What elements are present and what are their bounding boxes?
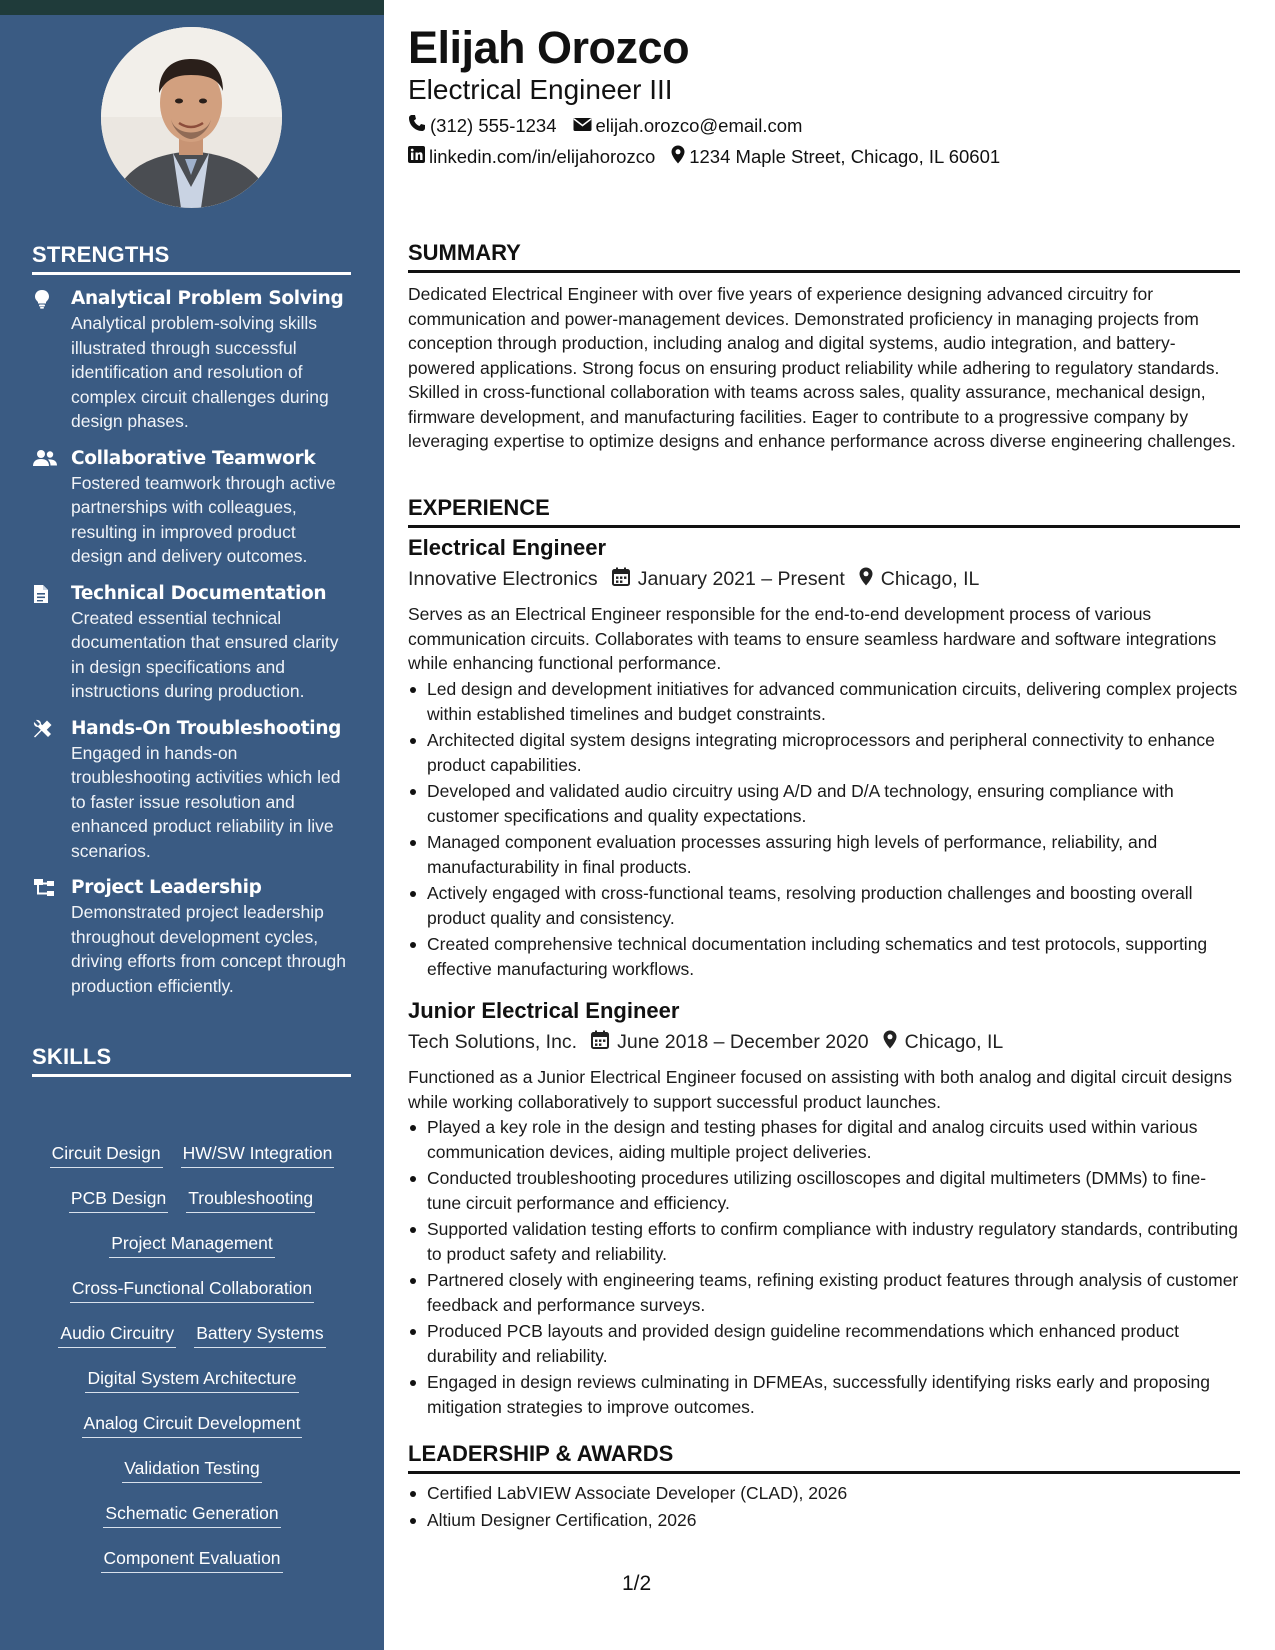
strength-description: Engaged in hands-on troubleshooting activities which led to faster issue resolution and enhanced product reliability in live scenarios. xyxy=(71,742,341,861)
skill-row xyxy=(32,1321,352,1366)
strength-title: Technical Documentation xyxy=(71,582,327,604)
users-icon xyxy=(33,449,55,469)
skill-row xyxy=(32,1141,352,1186)
phone-number: (312) 555-1234 xyxy=(430,114,557,136)
strength-title: Collaborative Teamwork xyxy=(71,447,316,469)
bullet-item: Led design and development initiatives for advanced communication circuits, delivering complex projects within established timelines and budget constraints. xyxy=(408,677,1240,726)
document-icon xyxy=(33,584,55,604)
bullet-item: Created comprehensive technical documentation including schematics and test protocols, supporting effective manufacturing workflows. xyxy=(408,932,1240,981)
email-contact[interactable] xyxy=(573,115,803,137)
strength-item xyxy=(32,582,352,704)
skill-tag: Battery Systems xyxy=(194,1321,325,1348)
skill-row xyxy=(32,1411,352,1456)
job-bullets xyxy=(408,1115,1240,1421)
job-description: Serves as an Electrical Engineer responsible for the end-to-end development process of various communication circuits. Collaborates with teams to ensure seamless hardware and software integrations while enhancing functional performance. xyxy=(408,604,1217,673)
strength-title: Hands-On Troubleshooting xyxy=(71,717,342,739)
page-number: 1/2 xyxy=(622,1572,652,1595)
linkedin-url[interactable]: linkedin.com/in/elijahorozco xyxy=(429,146,656,167)
skill-row xyxy=(32,1456,352,1501)
bullet-item: Partnered closely with engineering teams, refining existing product features through analysis of customer feedback and performance surveys. xyxy=(408,1268,1240,1317)
job-title: Electrical Engineer xyxy=(408,535,607,560)
job-meta xyxy=(408,1030,1017,1055)
award-item: Certified LabVIEW Associate Developer (CLAD), 2026 xyxy=(408,1481,1240,1506)
skill-tag: Audio Circuitry xyxy=(58,1321,176,1348)
company-name: Tech Solutions, Inc. xyxy=(408,1031,578,1053)
job-bullets xyxy=(408,677,1240,983)
skill-tag: Component Evaluation xyxy=(101,1546,282,1573)
strength-item xyxy=(32,876,352,998)
hierarchy-icon xyxy=(33,878,55,898)
job-title: Junior Electrical Engineer xyxy=(408,998,680,1023)
awards-list xyxy=(408,1481,1240,1534)
linkedin-contact[interactable] xyxy=(408,146,655,168)
email-icon xyxy=(573,115,596,137)
calendar-icon xyxy=(591,1030,617,1055)
skill-row xyxy=(32,1186,352,1231)
sidebar xyxy=(0,15,384,1650)
skill-tag: Cross-Functional Collaboration xyxy=(70,1276,314,1303)
strength-description: Demonstrated project leadership throughout development cycles, driving efforts from concept through production efficiently. xyxy=(71,902,346,996)
strength-item xyxy=(32,717,352,864)
location-text: Chicago, IL xyxy=(880,568,980,590)
linkedin-icon xyxy=(408,146,429,168)
job-dates xyxy=(591,1030,869,1055)
skill-row xyxy=(32,1231,352,1276)
awards-heading: LEADERSHIP & AWARDS xyxy=(408,1441,1240,1474)
summary-text: Dedicated Electrical Engineer with over five years of experience designing advanced circuitry for communication and power-management devices. Demonstrated proficiency in managing projects from conception through production, including analog and digital systems, audio integration, and battery-powered applications. Strong focus on ensuring product reliability while adhering to regulatory standards. Skilled in cross-functional collaboration with teams across sales, quality assurance, mechanical design, firmware development, and manufacturing facilities. Eager to contribute to a progressive company by leveraging expertise to optimize designs and enhance performance across diverse engineering challenges. xyxy=(408,284,1236,451)
company-name: Innovative Electronics xyxy=(408,568,598,590)
skill-row xyxy=(32,1501,352,1546)
location-text: Chicago, IL xyxy=(904,1031,1004,1053)
skills-list xyxy=(32,1141,352,1591)
skill-tag: HW/SW Integration xyxy=(181,1141,335,1168)
strength-title: Analytical Problem Solving xyxy=(71,288,344,309)
location-pin-icon xyxy=(883,1030,905,1055)
job-location xyxy=(883,1030,1004,1055)
phone-contact xyxy=(408,114,557,137)
award-item: Altium Designer Certification, 2026 xyxy=(408,1508,1240,1533)
strength-description: Created essential technical documentation that ensured clarity in design specifications and instructions during production. xyxy=(71,607,339,701)
strength-description: Fostered teamwork through active partnerships with colleagues, resulting in improved product design and delivery outcomes. xyxy=(71,472,336,566)
dates-text: January 2021 – Present xyxy=(637,568,845,590)
bullet-item: Managed component evaluation processes assuring high levels of performance, reliability, and manufacturability in final products. xyxy=(408,830,1240,879)
profile-photo xyxy=(101,27,282,208)
job-location xyxy=(859,567,980,592)
skill-row xyxy=(32,1366,352,1411)
email-address[interactable]: elijah.orozco@email.com xyxy=(595,114,803,136)
job-meta xyxy=(408,567,993,592)
summary-heading: SUMMARY xyxy=(408,240,1240,273)
skill-tag: PCB Design xyxy=(69,1186,168,1213)
bullet-item: Produced PCB layouts and provided design guideline recommendations which enhanced product durability and reliability. xyxy=(408,1319,1240,1368)
calendar-icon xyxy=(612,567,638,592)
candidate-title: Electrical Engineer III xyxy=(408,74,673,105)
skills-heading: SKILLS xyxy=(32,1044,351,1077)
street-address: 1234 Maple Street, Chicago, IL 60601 xyxy=(689,146,1001,167)
bullet-item: Engaged in design reviews culminating in DFMEAs, successfully identifying risks early and proposing mitigation strategies to improve outcomes. xyxy=(408,1370,1240,1419)
lightbulb-icon xyxy=(33,289,55,309)
location-pin-icon xyxy=(859,567,881,592)
phone-icon xyxy=(408,114,430,137)
bullet-item: Architected digital system designs integrating microprocessors and peripheral connectivity to enhance product capabilities. xyxy=(408,728,1240,777)
skill-tag: Schematic Generation xyxy=(103,1501,280,1528)
strengths-list xyxy=(32,287,352,1011)
strength-title: Project Leadership xyxy=(71,877,262,898)
experience-heading: EXPERIENCE xyxy=(408,495,1240,528)
bullet-item: Actively engaged with cross-functional teams, resolving production challenges and boosting overall product quality and consistency. xyxy=(408,881,1240,930)
skill-tag: Analog Circuit Development xyxy=(82,1411,303,1438)
bullet-item: Developed and validated audio circuitry using A/D and D/A technology, ensuring compliance with customer specifications and quality expectations. xyxy=(408,779,1240,828)
candidate-name: Elijah Orozco xyxy=(408,22,690,73)
skill-tag: Digital System Architecture xyxy=(85,1366,298,1393)
strength-item xyxy=(32,287,352,434)
strengths-heading: STRENGTHS xyxy=(32,242,351,275)
location-pin-icon xyxy=(671,145,689,169)
strength-description: Analytical problem-solving skills illustrated through successful identification and resolution of complex circuit challenges during design phases. xyxy=(71,313,329,431)
skill-row xyxy=(32,1546,352,1591)
bullet-item: Played a key role in the design and testing phases for digital and analog circuits used within various communication devices, aiding multiple project deliveries. xyxy=(408,1115,1240,1164)
job-dates xyxy=(612,567,845,592)
skill-row xyxy=(32,1276,352,1321)
contact-row xyxy=(408,145,1016,169)
skill-tag: Project Management xyxy=(109,1231,274,1258)
strength-item xyxy=(32,447,352,569)
top-accent-bar xyxy=(0,0,384,15)
bullet-item: Supported validation testing efforts to confirm compliance with industry regulatory standards, contributing to product safety and reliability. xyxy=(408,1217,1240,1266)
skill-tag: Validation Testing xyxy=(122,1456,262,1483)
skill-tag: Troubleshooting xyxy=(186,1186,315,1213)
bullet-item: Conducted troubleshooting procedures utilizing oscilloscopes and digital multimeters (DMMs) to fine-tune circuit performance and efficiency. xyxy=(408,1166,1240,1215)
tools-icon xyxy=(33,719,55,739)
address-contact xyxy=(671,145,1000,169)
contact-row xyxy=(408,114,818,137)
dates-text: June 2018 – December 2020 xyxy=(617,1031,869,1053)
skill-tag: Circuit Design xyxy=(50,1141,163,1168)
job-description: Functioned as a Junior Electrical Engineer focused on assisting with both analog and digital circuit designs while working collaboratively to support successful product launches. xyxy=(408,1067,1232,1112)
